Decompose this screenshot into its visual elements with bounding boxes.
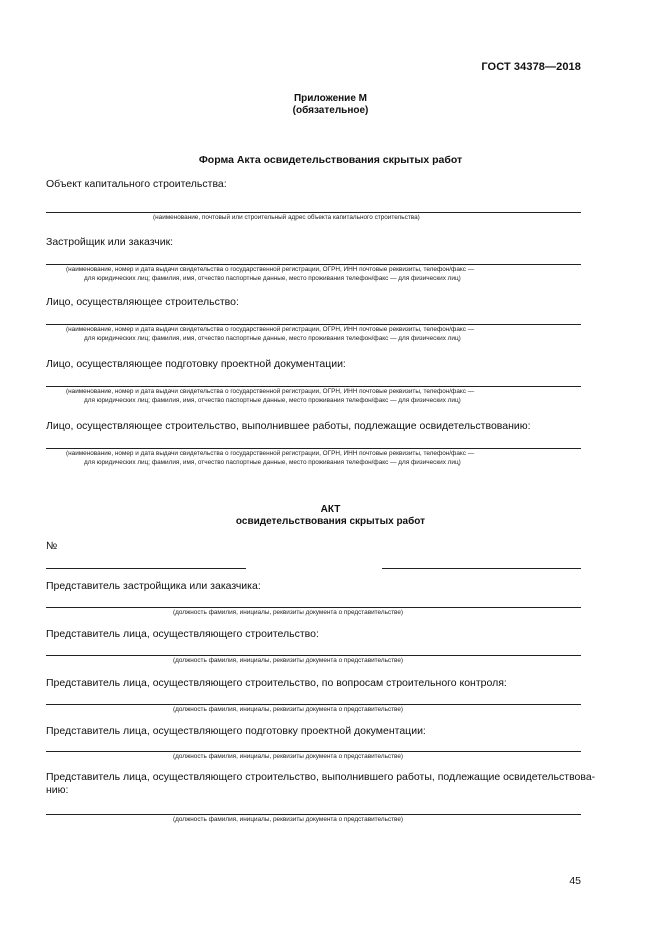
rep-control-caption: (должность фамилия, инициалы, реквизиты документа о представительстве)	[173, 706, 404, 713]
rep-designer-caption: (должность фамилия, инициалы, реквизиты документа о представительстве)	[173, 753, 404, 760]
rep-developer-line[interactable]	[46, 607, 581, 608]
form-title: Форма Акта освидетельствования скрытых работ	[198, 154, 463, 166]
contractor-caption-line1: (наименование, номер и дата выдачи свидетельства о государственной регистрации, ОГРН, ИНН почтовые реквизиты, телефон/факс —	[66, 450, 475, 457]
rep-contractor-label-line2: нию:	[46, 784, 69, 796]
rep-developer-caption: (должность фамилия, инициалы, реквизиты документа о представительстве)	[173, 609, 404, 616]
act-subtitle: освидетельствования скрытых работ	[235, 516, 426, 527]
contractor-label: Лицо, осуществляющее строительство, выполнившее работы, подлежащие освидетельствованию:	[46, 420, 531, 432]
page-number: 45	[569, 875, 581, 887]
rep-builder-caption: (должность фамилия, инициалы, реквизиты документа о представительстве)	[173, 657, 404, 664]
developer-label: Застройщик или заказчик:	[46, 236, 174, 248]
developer-caption-line2: для юридических лиц; фамилия, имя, отчество паспортные данные, место проживания телефон/факс — для физических лиц)	[84, 275, 461, 282]
developer-caption-line1: (наименование, номер и дата выдачи свидетельства о государственной регистрации, ОГРН, ИНН почтовые реквизиты, телефон/факс —	[66, 266, 475, 273]
rep-contractor-line[interactable]	[46, 814, 581, 815]
object-label: Объект капитального строительства:	[46, 178, 227, 190]
rep-builder-label: Представитель лица, осуществляющего строительство:	[46, 628, 319, 640]
designer-caption-line1: (наименование, номер и дата выдачи свидетельства о государственной регистрации, ОГРН, ИНН почтовые реквизиты, телефон/факс —	[66, 388, 475, 395]
rep-designer-line[interactable]	[46, 751, 581, 752]
rep-builder-line[interactable]	[46, 655, 581, 656]
builder-field-line[interactable]	[46, 324, 581, 325]
rep-designer-label: Представитель лица, осуществляющего подготовку проектной документации:	[46, 725, 426, 737]
contractor-field-line[interactable]	[46, 448, 581, 449]
act-number-line[interactable]	[46, 568, 246, 569]
act-title: АКТ	[320, 504, 341, 515]
builder-label: Лицо, осуществляющее строительство:	[46, 296, 239, 308]
standard-code: ГОСТ 34378—2018	[481, 61, 581, 73]
act-number-label: №	[46, 540, 58, 552]
contractor-caption-line2: для юридических лиц; фамилия, имя, отчество паспортные данные, место проживания телефон/факс — для физических лиц)	[84, 459, 461, 466]
designer-field-line[interactable]	[46, 386, 581, 387]
act-date-line[interactable]	[382, 568, 581, 569]
designer-caption-line2: для юридических лиц; фамилия, имя, отчество паспортные данные, место проживания телефон/факс — для физических лиц)	[84, 397, 461, 404]
builder-caption-line2: для юридических лиц; фамилия, имя, отчество паспортные данные, место проживания телефон/факс — для физических лиц)	[84, 335, 461, 342]
rep-contractor-label-line1: Представитель лица, осуществляющего строительство, выполнившего работы, подлежащие освидетельствова-	[46, 771, 596, 783]
developer-field-line[interactable]	[46, 264, 581, 265]
appendix-title: Приложение М	[293, 93, 368, 104]
rep-contractor-caption: (должность фамилия, инициалы, реквизиты документа о представительстве)	[173, 816, 404, 823]
object-caption: (наименование, почтовый или строительный адрес объекта капитального строительства)	[153, 214, 420, 221]
rep-control-label: Представитель лица, осуществляющего строительство, по вопросам строительного контроля:	[46, 677, 507, 689]
designer-label: Лицо, осуществляющее подготовку проектной документации:	[46, 358, 346, 370]
rep-developer-label: Представитель застройщика или заказчика:	[46, 580, 261, 592]
object-field-line[interactable]	[46, 212, 581, 213]
rep-control-line[interactable]	[46, 704, 581, 705]
appendix-subtitle: (обязательное)	[292, 105, 369, 116]
builder-caption-line1: (наименование, номер и дата выдачи свидетельства о государственной регистрации, ОГРН, ИНН почтовые реквизиты, телефон/факс —	[66, 326, 475, 333]
